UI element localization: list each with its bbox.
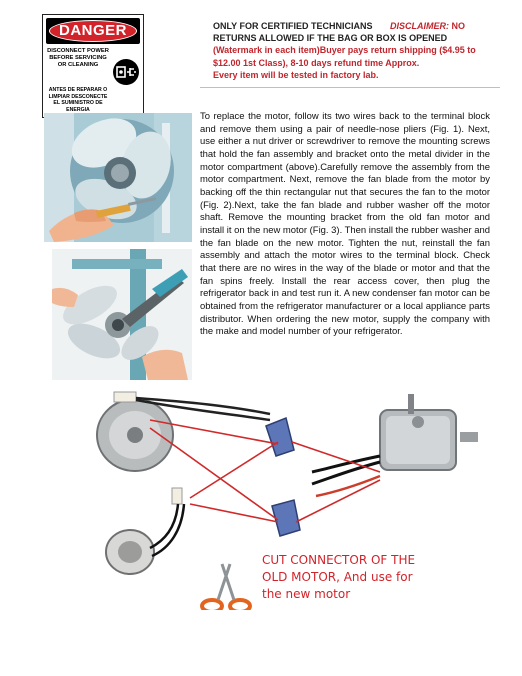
danger-sign	[42, 14, 144, 118]
photo-remove-wires	[44, 113, 192, 242]
disclaimer-label: DISCLAIMER:	[390, 21, 450, 31]
scissors-icon	[202, 564, 250, 610]
header-notice	[213, 20, 513, 81]
certified-notice: ONLY FOR CERTIFIED TECHNICIANS	[213, 21, 373, 31]
header-divider	[200, 87, 500, 88]
wire-nut-upper	[266, 418, 294, 456]
power-plug-icon	[113, 59, 139, 85]
refund-line: $12.00 1st Class), 8-10 days refund time Approx.	[213, 57, 420, 68]
danger-heading: DANGER	[49, 20, 137, 42]
photo-remove-fan-blade	[52, 249, 192, 380]
caption-line-1: CUT CONNECTOR OF THE	[262, 553, 416, 567]
shipping-line: (Watermark in each item)Buyer pays return shipping ($4.95 to	[213, 45, 476, 56]
cut-connector-caption	[262, 552, 462, 603]
danger-spanish-text: ANTES DE REPARAR O LIMPIAR DESCONECTE EL SUMINISTRO DE ENERGIA	[48, 87, 108, 113]
instructions-text: To replace the motor, follow its two wires back to the terminal block and remove them using a pair of needle-nose pliers (Fig. 1). Next, use either a nut driver or screwdriver to remove the mounting screws that hold the fan assembly and bracket onto the metal divider in the motor compartment (above).Carefully remove the assembly from the motor compartment. Next, remove the fan blade from the motor by backing off the thin rectangular nut that secures the fan to the motor (Fig. 2).Next, take the fan blade and rubber washer off the motor shaft. Remove the mounting bracket from the old fan motor and install it on the new motor (Fig. 3). Then install the rubber washer and the fan blade on the new motor. Tighten the nut, reinstall the fan assembly and attach the motor wires to the terminal block. Check that there are no wires in the way of the blade or motor and that the fan spins freely. Install the rear access cover, then plug the refrigerator back in and test run it. A new condenser fan motor can be obtained from the refrigerator manufacturer or a local appliance parts distributor. When ordering the new motor, supply the company with the make and model number of your refrigerator.	[200, 111, 490, 338]
new-motor-image	[312, 394, 478, 496]
danger-english-text: DISCONNECT POWER BEFORE SERVICING OR CLEANING	[47, 48, 109, 68]
caption-line-3: the new motor	[262, 587, 351, 601]
returns-line: RETURNS ALLOWED IF THE BAG OR BOX IS OPENED	[213, 33, 448, 44]
disclaimer-start: NO	[451, 21, 466, 31]
caption-line-2: OLD MOTOR, And use for	[262, 570, 413, 584]
old-motor-image	[97, 392, 270, 471]
small-motor-image	[106, 488, 184, 574]
tested-line: Every item will be tested in factory lab.	[213, 69, 379, 80]
